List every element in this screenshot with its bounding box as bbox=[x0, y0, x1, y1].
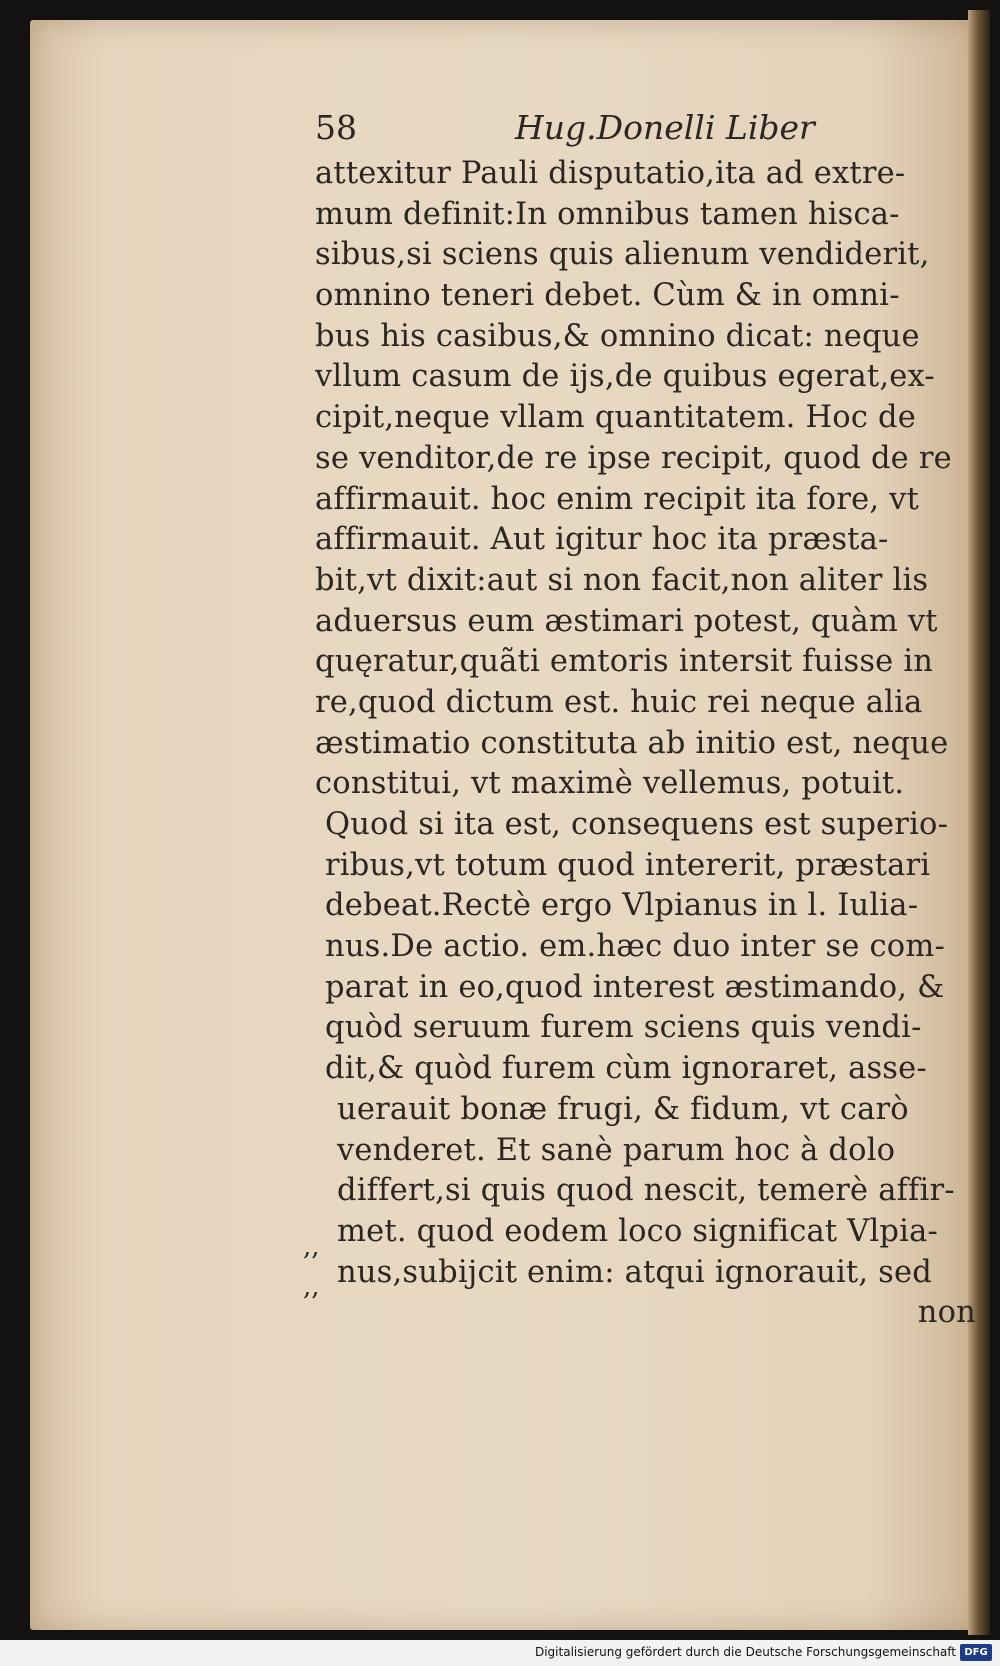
text-line: venderet. Et sanè parum hoc à dolo bbox=[337, 1132, 896, 1168]
text-line: affirmauit. hoc enim recipit ita fore, vt bbox=[315, 481, 920, 517]
margin-quote-mark: ,, bbox=[303, 1232, 320, 1262]
page-number: 58 bbox=[315, 108, 357, 147]
text-line: ribus,vt totum quod intererit, præstari bbox=[325, 847, 931, 883]
running-head: Hug.Donelli Liber bbox=[515, 108, 815, 147]
dfg-logo: DFG bbox=[960, 1644, 992, 1661]
text-line: quòd seruum furem sciens quis vendi- bbox=[325, 1010, 922, 1046]
text-line: æstimatio constituta ab initio est, neque bbox=[315, 725, 949, 761]
text-line: re,quod dictum est. huic rei neque alia bbox=[315, 684, 923, 720]
text-line: debeat.Rectè ergo Vlpianus in l. Iulia- bbox=[325, 888, 919, 924]
text-line: bus his casibus,& omnino dicat: neque bbox=[315, 318, 920, 354]
margin-quote-mark: ,, bbox=[303, 1272, 320, 1302]
page-text-block bbox=[315, 108, 980, 1334]
text-line: bit,vt dixit:aut si non facit,non aliter lis bbox=[315, 562, 929, 598]
text-line: Quod si ita est, consequens est superio- bbox=[325, 807, 949, 842]
text-line: omnino teneri debet. Cùm & in omni- bbox=[315, 278, 900, 314]
text-line: affirmauit. Aut igitur hoc ita præsta- bbox=[315, 522, 889, 558]
footer-credit: Digitalisierung gefördert durch die Deutsche Forschungsgemeinschaft bbox=[534, 1645, 956, 1659]
page-header bbox=[315, 108, 980, 154]
text-line: uerauit bonæ frugi, & fidum, vt carò bbox=[337, 1091, 909, 1127]
text-line: mum definit:In omnibus tamen hisca- bbox=[315, 196, 900, 232]
text-line: quęratur,quãti emtoris intersit fuisse in bbox=[315, 644, 934, 680]
text-line: nus,subijcit enim: atqui ignorauit, sed bbox=[337, 1254, 932, 1290]
text-line: attexitur Pauli disputatio,ita ad extre- bbox=[315, 156, 906, 191]
text-line: nus.De actio. em.hæc duo inter se com- bbox=[325, 929, 945, 965]
text-line: differt,si quis quod nescit, temerè affir- bbox=[337, 1173, 955, 1209]
text-line: sibus,si sciens quis alienum vendiderit, bbox=[315, 237, 930, 273]
text-line: vllum casum de ijs,de quibus egerat,ex- bbox=[315, 359, 935, 395]
text-line: cipit,neque vllam quantitatem. Hoc de bbox=[315, 400, 916, 436]
text-line: parat in eo,quod interest æstimando, & bbox=[325, 969, 945, 1005]
text-line: aduersus eum æstimari potest, quàm vt bbox=[315, 603, 938, 639]
text-line: se venditor,de re ipse recipit, quod de re bbox=[315, 440, 952, 476]
text-line: dit,& quòd furem cùm ignoraret, asse- bbox=[325, 1051, 927, 1087]
text-line: met. quod eodem loco significat Vlpia- bbox=[337, 1213, 938, 1249]
catchword: non bbox=[917, 1295, 976, 1331]
text-line: constitui, vt maximè vellemus, potuit. bbox=[315, 766, 905, 802]
digitization-footer bbox=[0, 1640, 1000, 1666]
